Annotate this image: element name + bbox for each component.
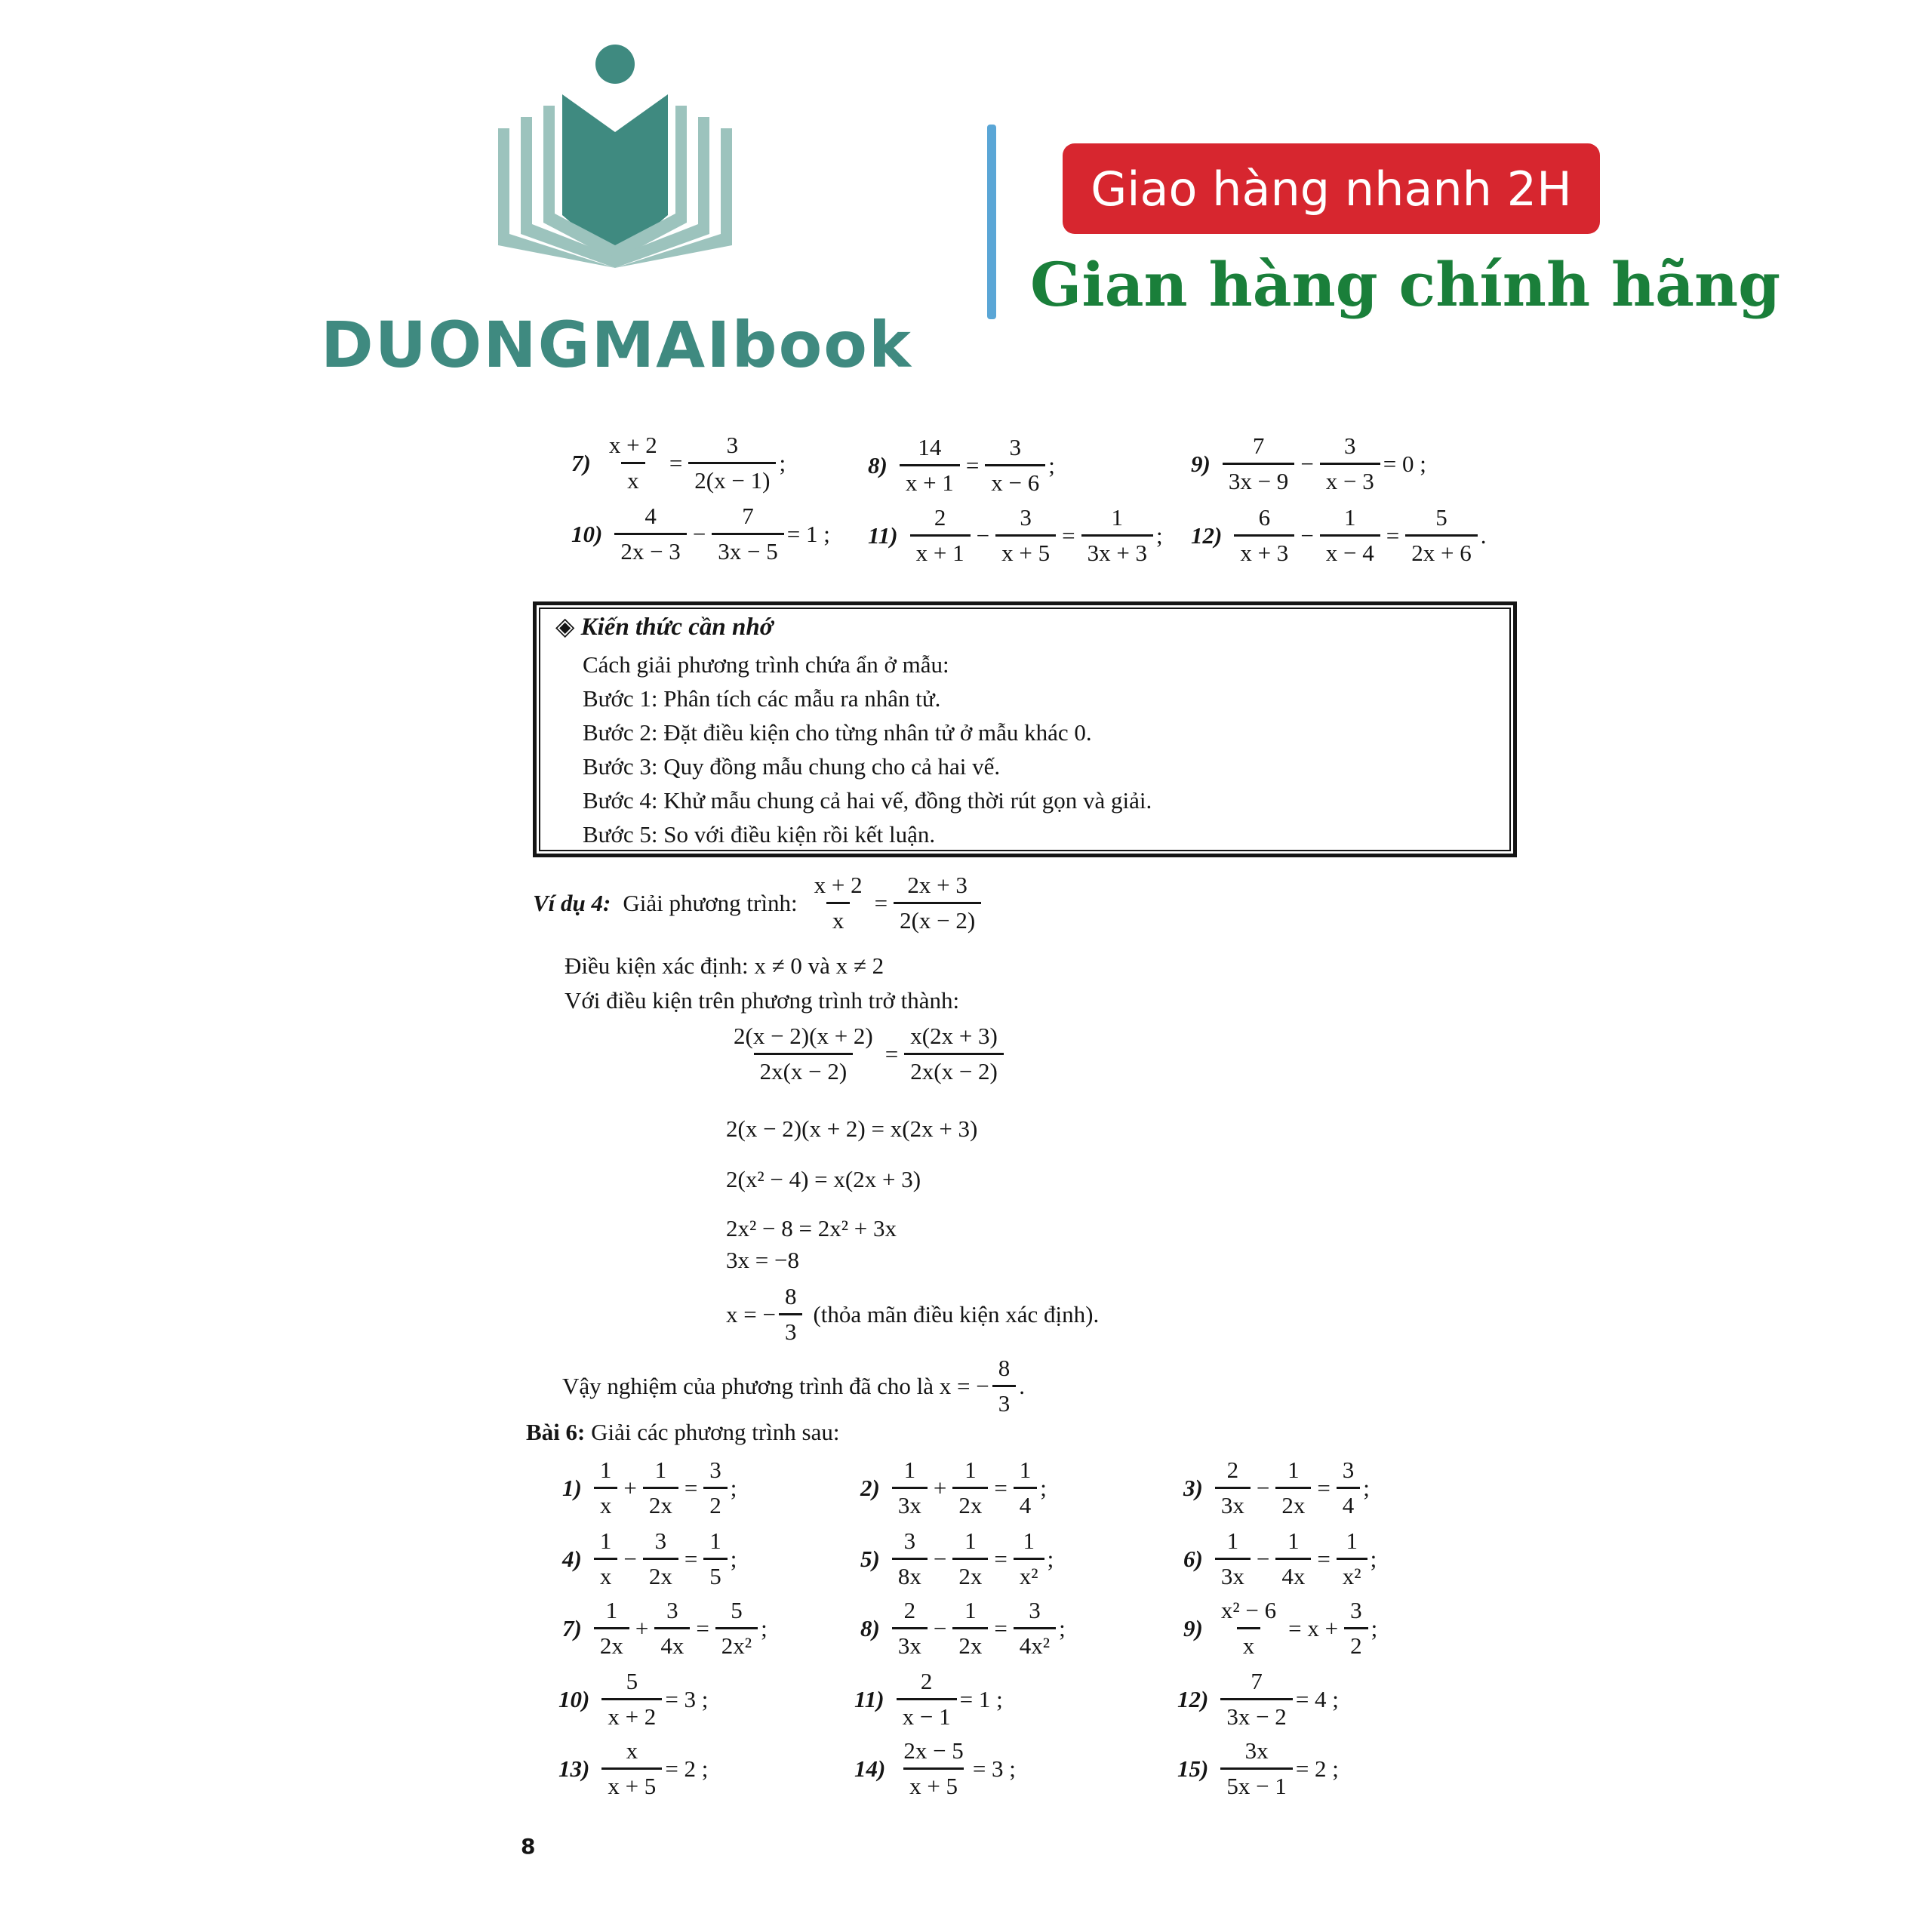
- knowledge-line: Bước 2: Đặt điều kiện cho từng nhân tử ở mẫu khác 0.: [583, 719, 1092, 746]
- bai6-item-12: 12) $\frac{7}{3x - 2}$ = 4 ;: [1177, 1668, 1339, 1730]
- knowledge-title: ◈ Kiến thức cần nhớ: [555, 614, 774, 641]
- bai6-item-5: 5) $\frac{3}{8x}$ − $\frac{1}{2x}$ = $\frac{1}{\text{x²}}$ ;: [860, 1527, 1054, 1589]
- example-label: Ví dụ 4:: [533, 889, 611, 916]
- solution-step-1: $\frac{2(x - 2)(x + 2)}{2x(x - 2)}$ = $\frac{x(2x + 3)}{2x(x - 2)}$: [724, 1023, 1007, 1085]
- bai6-item-6: 6) $\frac{1}{3x}$ − $\frac{1}{4x}$ = $\frac{1}{\text{x²}}$ ;: [1183, 1527, 1377, 1589]
- bai6-item-3: 3) $\frac{2}{3x}$ − $\frac{1}{2x}$ = $\frac{3}{4}$ ;: [1183, 1457, 1370, 1518]
- example-transition: Với điều kiện trên phương trình trở thành:: [565, 987, 960, 1014]
- bai6-item-13: 13) $\frac{x}{x + 5}$ = 2 ;: [558, 1737, 709, 1799]
- solution-step-6: x = − $\frac{8}{3}$ (thỏa mãn điều kiện xác định).: [726, 1283, 1100, 1345]
- example-conclusion: Vậy nghiệm của phương trình đã cho là x = − $\frac{8}{3}$ .: [562, 1355, 1025, 1417]
- bai6-item-8: 8) $\frac{2}{3x}$ − $\frac{1}{2x}$ = $\frac{3}{\text{4x²}}$ ;: [860, 1597, 1066, 1659]
- exercise-8: 8) $\frac{14}{x + 1}$ = $\frac{3}{x - 6}$ ;: [868, 434, 1055, 496]
- exercise-9: 9) $\frac{7}{3x - 9}$ − $\frac{3}{x - 3}$ = 0 ;: [1191, 432, 1426, 494]
- exercise-11: 11) $\frac{2}{x + 1}$ − $\frac{3}{x + 5}$ = $\frac{1}{3x + 3}$ ;: [868, 504, 1163, 566]
- solution-step-4: 2x² − 8 = 2x² + 3x: [726, 1215, 897, 1241]
- bai6-title: Bài 6: Giải các phương trình sau:: [526, 1419, 840, 1445]
- bai6-item-2: 2) $\frac{1}{3x}$ + $\frac{1}{2x}$ = $\frac{1}{4}$ ;: [860, 1457, 1047, 1518]
- solution-step-2: 2(x − 2)(x + 2) = x(2x + 3): [726, 1115, 978, 1142]
- bai6-item-15: 15) $\frac{3x}{5x - 1}$ = 2 ;: [1177, 1737, 1339, 1799]
- knowledge-line: Bước 1: Phân tích các mẫu ra nhân tử.: [583, 685, 941, 712]
- exercise-7: 7) $\frac{x + 2}{x}$ = $\frac{3}{2(x - 1)}$ ;: [571, 432, 786, 494]
- exercise-12: 12) $\frac{6}{x + 3}$ − $\frac{1}{x - 4}$ = $\frac{5}{2x + 6}$ .: [1191, 504, 1487, 566]
- solution-step-5: 3x = −8: [726, 1247, 799, 1273]
- header-divider: [987, 125, 996, 319]
- brand-logo: [491, 42, 747, 268]
- knowledge-line: Bước 4: Khử mẫu chung cả hai vế, đồng thời rút gọn và giải.: [583, 787, 1152, 814]
- bai6-item-1: 1) $\frac{1}{x}$ + $\frac{1}{2x}$ = $\frac{3}{2}$ ;: [562, 1457, 737, 1518]
- knowledge-line: Cách giải phương trình chứa ẩn ở mẫu:: [583, 651, 949, 678]
- fast-delivery-badge: Giao hàng nhanh 2H: [1063, 143, 1600, 234]
- open-book-person-icon: [491, 42, 747, 268]
- example-heading: Ví dụ 4: Giải phương trình: $\frac{x + 2}{x}$ = $\frac{2x + 3}{2(x - 2)}$: [533, 872, 984, 934]
- exercise-10: 10) $\frac{4}{2x - 3}$ − $\frac{7}{3x - 5}$ = 1 ;: [571, 503, 830, 565]
- bai6-item-9: 9) $\frac{\text{x² − 6}}{x}$ = x + $\frac{3}{2}$ ;: [1183, 1597, 1378, 1659]
- bai6-item-7: 7) $\frac{1}{2x}$ + $\frac{3}{4x}$ = $\frac{5}{\text{2x²}}$ ;: [562, 1597, 768, 1659]
- knowledge-line: Bước 3: Quy đồng mẫu chung cho cả hai vế.: [583, 753, 1001, 780]
- solution-step-3: 2(x² − 4) = x(2x + 3): [726, 1166, 921, 1192]
- bai6-item-4: 4) $\frac{1}{x}$ − $\frac{3}{2x}$ = $\frac{1}{5}$ ;: [562, 1527, 737, 1589]
- knowledge-line: Bước 5: So với điều kiện rồi kết luận.: [583, 821, 936, 848]
- example-prompt: Giải phương trình:: [623, 889, 798, 916]
- example-condition: Điều kiện xác định: x ≠ 0 và x ≠ 2: [565, 952, 884, 979]
- bai6-item-10: 10) $\frac{5}{x + 2}$ = 3 ;: [558, 1668, 709, 1730]
- brand-wordmark: DUONGMAIbook: [321, 308, 912, 382]
- bai6-item-11: 11) $\frac{2}{x - 1}$ = 1 ;: [854, 1668, 1003, 1730]
- page-number: 8: [521, 1834, 536, 1859]
- bai6-item-14: 14) $\frac{2x - 5}{x + 5}$ = 3 ;: [854, 1737, 1016, 1799]
- official-store-title: Gian hàng chính hãng: [1030, 249, 1781, 320]
